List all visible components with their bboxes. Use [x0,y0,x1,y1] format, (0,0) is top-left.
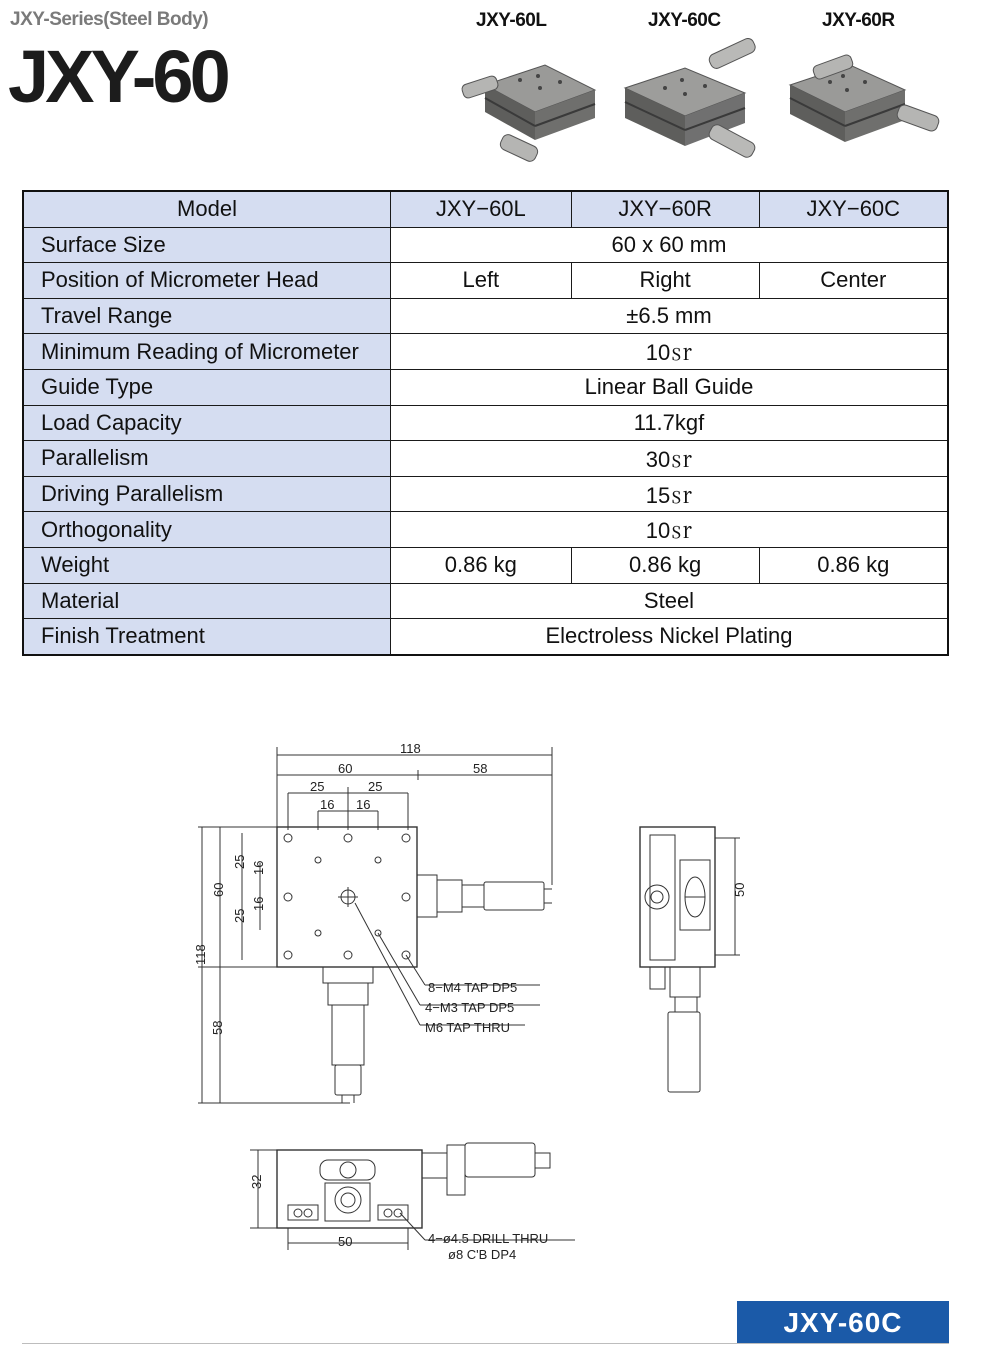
stage-photo-60c [620,38,765,168]
product-title: JXY-60 [8,35,227,118]
row-value: 15㏛ [391,476,949,512]
dim-hole-16-left: 16 [320,797,335,812]
stage-photo-60r [785,40,945,170]
dim-base-width: 50 [338,1234,353,1249]
header-model: Model [23,191,391,227]
row-label: Parallelism [23,441,391,477]
row-value: Left [391,263,572,299]
note-counterbore: ø8 C'B DP4 [448,1247,517,1262]
table-row [23,298,948,334]
row-value: Right [571,263,759,299]
table-row [23,441,948,477]
row-value: 10㏛ [391,334,949,370]
model-badge: JXY-60C [737,1301,949,1344]
row-value: 11.7kgf [391,405,949,441]
note-tap-m3: 4−M3 TAP DP5 [425,1000,515,1015]
row-value: Steel [391,583,949,619]
table-row [23,263,948,299]
dim-left-25-bottom: 25 [232,908,247,923]
dim-left-16-top: 16 [251,860,266,875]
row-value: 0.86 kg [391,547,572,583]
row-value: ±6.5 mm [391,298,949,334]
row-label: Weight [23,547,391,583]
table-row [23,227,948,263]
spec-table [22,190,949,656]
dim-base-height: 32 [249,1174,264,1189]
dim-left-58: 58 [210,1020,225,1035]
row-value: 60 x 60 mm [391,227,949,263]
row-value: 30㏛ [391,441,949,477]
row-label: Guide Type [23,369,391,405]
model-label-60l: JXY-60L [476,10,547,31]
row-value: Linear Ball Guide [391,369,949,405]
footer-divider [22,1343,949,1344]
dim-side-height: 50 [732,882,747,897]
dim-hole-16-right: 16 [356,797,371,812]
table-row [23,512,948,548]
note-drill: 4−ø4.5 DRILL THRU [428,1231,549,1246]
dim-hole-25-left: 25 [310,779,325,794]
table-row [23,619,948,655]
row-value: Electroless Nickel Plating [391,619,949,655]
table-row [23,334,948,370]
row-label: Load Capacity [23,405,391,441]
note-tap-m6: M6 TAP THRU [425,1020,511,1035]
row-label: Finish Treatment [23,619,391,655]
row-label: Driving Parallelism [23,476,391,512]
row-value: 0.86 kg [759,547,948,583]
dim-hole-25-right: 25 [368,779,383,794]
header-jxy-60r: JXY−60R [571,191,759,227]
side-view [640,827,740,1092]
header-jxy-60c: JXY−60C [759,191,948,227]
note-tap-m4: 8−M4 TAP DP5 [428,980,518,995]
row-label: Material [23,583,391,619]
header-jxy-60l: JXY−60L [391,191,572,227]
row-value: 0.86 kg [571,547,759,583]
dim-left-25-top: 25 [232,854,247,869]
dim-total-width: 118 [400,741,421,756]
stage-photo-60l [460,40,605,170]
dim-left-16-bottom: 16 [251,896,266,911]
row-label: Orthogonality [23,512,391,548]
series-title: JXY-Series(Steel Body) [10,9,209,30]
dim-plate-width: 60 [338,761,353,776]
model-label-60r: JXY-60R [822,10,895,31]
table-row [23,405,948,441]
dim-micrometer-length: 58 [473,761,488,776]
row-value: Center [759,263,948,299]
model-label-60c: JXY-60C [648,10,721,31]
row-label: Travel Range [23,298,391,334]
table-header-row [23,191,948,227]
row-value: 10㏛ [391,512,949,548]
dim-left-118: 118 [193,944,208,965]
top-view [198,747,552,1103]
table-row [23,547,948,583]
table-row [23,369,948,405]
row-label: Surface Size [23,227,391,263]
row-label: Position of Micrometer Head [23,263,391,299]
dim-left-60: 60 [211,882,226,897]
table-row [23,583,948,619]
technical-drawing [180,735,800,1275]
row-label: Minimum Reading of Micrometer [23,334,391,370]
table-row [23,476,948,512]
